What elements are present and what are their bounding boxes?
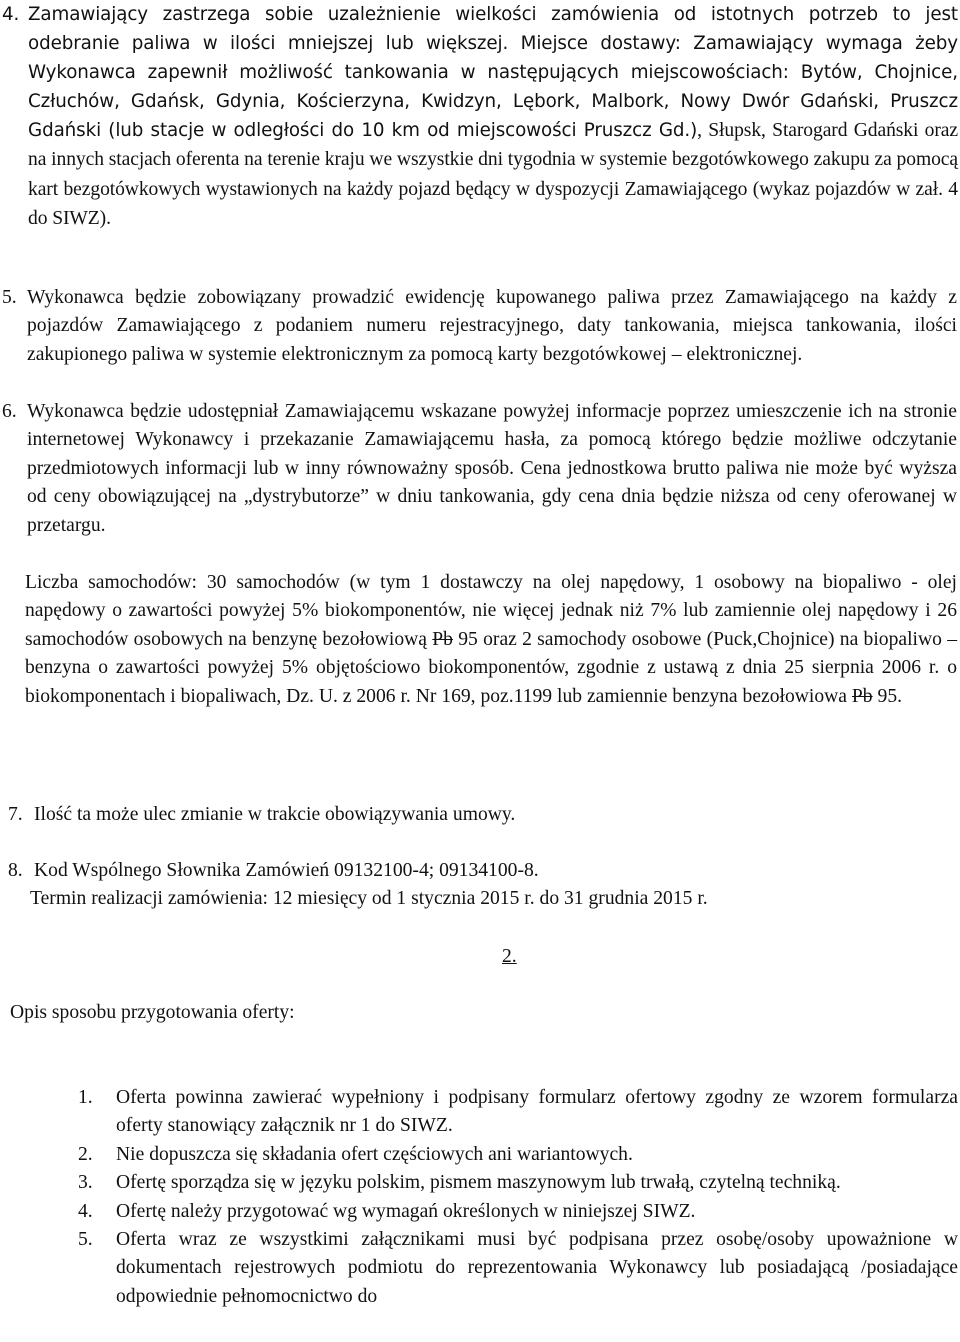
paragraph-number: 7. [8,804,23,825]
list-item-number: 4. [78,1200,93,1222]
paragraph-5 [2,284,957,369]
vehicle-text-part3: 95. [877,685,903,707]
paragraph-number: 5. [2,287,17,308]
paragraph-body: Wykonawca będzie zobowiązany prowadzić ewidencję kupowanego paliwa przez Zamawiającego na każdy z pojazdów Zamawiającego z podaniem numeru rejestracyjnego, daty tankowania, miejsca tankowania, ilości zakupionego paliwa w systemie elektronicznym za pomocą karty bezgotówkowej – elektronicznej. [27,287,957,365]
paragraph-number: 8. [8,860,23,881]
list-item-text: Oferta wraz ze wszystkimi załącznikami musi być podpisana przez osobę/osoby upoważnione w dokumentach rejestrowych podmiotu do reprezentowania Wykonawcy lub posiadającą /posiadające odpowiednie pełnomocnictwo do [116,1229,958,1307]
vehicle-text-part1: Liczba samochodów: 30 samochodów (w tym 1 dostawczy na olej napędowy, 1 osobowy na biopaliwo - olej napędowy o zawartości powyżej 5% biokomponentów, nie więcej jednak niż 7% lub zamiennie olej napędowy i 26 samochodów osobowych na benzynę bezołowiową [25,572,957,650]
paragraph-body: Ilość ta może ulec zmianie w trakcie obowiązywania umowy. [34,804,516,825]
offer-preparation-list [78,1084,958,1311]
realization-term: Termin realizacji zamówienia: 12 miesięcy od 1 stycznia 2015 r. do 31 grudnia 2015 r. [30,888,708,909]
list-item [78,1226,958,1311]
paragraph-7 [8,801,948,829]
section-number: 2. [502,946,517,967]
list-item-text: Oferta powinna zawierać wypełniony i podpisany formularz ofertowy zgodny ze wzorem formularza oferty stanowiący załącznik nr 1 do SIWZ. [116,1087,958,1137]
list-item [78,1084,958,1141]
list-item [78,1169,958,1197]
list-item-text: Ofertę sporządza się w języku polskim, pismem maszynowym lub trwałą, czytelną techniką. [116,1172,841,1194]
list-item [78,1141,958,1169]
list-item-text: Nie dopuszcza się składania ofert częściowych ani wariantowych. [116,1143,633,1165]
list-item-text: Ofertę należy przygotować wg wymagań określonych w niniejszej SIWZ. [116,1200,696,1222]
paragraph-number: 6. [2,401,17,422]
paragraph-text-sans: Zamawiający zastrzega sobie uzależnienie wielkości zamówienia od istotnych potrzeb to jest odebranie paliwa w ilości mniejszej lub większej. Miejsce dostawy: Zamawiający wymaga żeby Wykonawca zapewnił możliwość tankowania w następujących miejscowościach: Bytów, Chojnice, Człuchów, Gdańsk, Gdynia, Kościerzyna, Kwidzyn, Lębork, Malbork, Nowy Dwór Gdański, Pruszcz Gdański (lub stacje w odległości do 10 km od miejscowości Pruszcz Gd.) [28,4,958,141]
paragraph-8 [8,857,948,885]
list-item [78,1198,958,1226]
paragraph-body: Wykonawca będzie udostępniał Zamawiającemu wskazane powyżej informacje poprzez umieszczenie ich na stronie internetowej Wykonawcy i przekazanie Zamawiającemu hasła, za pomocą którego będzie możliwe odczytanie przedmiotowych informacji lub w inny równoważny sposób. Cena jednostkowa brutto paliwa nie może być wyższa od ceny obowiązującej na „dystrybutorze” w dniu tankowania, gdy cena dnia będzie niższa od ceny oferowanej w przetargu. [27,401,957,536]
list-item-number: 5. [78,1229,93,1251]
struck-pb-2: Pb [851,685,873,707]
paragraph-4 [2,0,958,234]
paragraph-6 [2,398,957,540]
list-item-number: 1. [78,1087,93,1108]
list-item-number: 2. [78,1143,93,1165]
vehicle-text-part2: 95 oraz 2 samochody osobowe (Puck,Chojnice) na biopaliwo – benzyna o zawartości powyżej 5% objętościowo biokomponentów, zgodnie z ustawą z dnia 25 sierpnia 2006 r. o biokomponentach i biopaliwach, Dz. U. z 2006 r. Nr 169, poz.1199 lub zamiennie benzyna bezołowiowa [25,628,957,707]
struck-pb-1: Pb [432,628,453,650]
section-heading: Opis sposobu przygotowania oferty: [10,1002,295,1023]
paragraph-body: Kod Wspólnego Słownika Zamówień 09132100-4; 09134100-8. [34,860,539,881]
list-item-number: 3. [78,1172,93,1194]
paragraph-body [28,0,958,234]
paragraph-number: 4. [2,4,20,25]
paragraph-text-serif: , Słupsk, Starogard Gdański oraz na innych stacjach oferenta na terenie kraju we wszystkie dni tygodnia w systemie bezgotówkowego zakupu za pomocą kart bezgotówkowych wystawionych na każdy pojazd będący w dyspozycji Zamawiającego (wykaz pojazdów w zał. 4 do SIWZ). [28,120,958,230]
vehicle-count-paragraph [25,569,957,711]
